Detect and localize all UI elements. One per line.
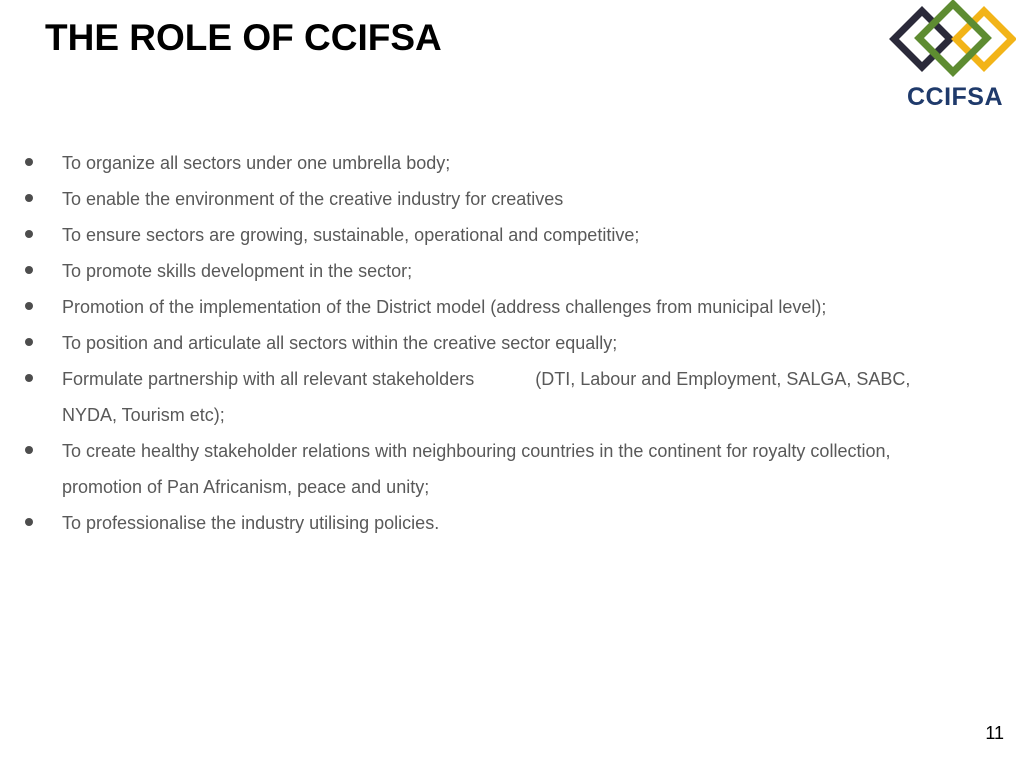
bullet-text: To organize all sectors under one umbrella body; (62, 153, 451, 173)
bullet-text-part-2: (DTI, Labour and Employment, SALGA, SABC, NYDA, Tourism etc); (62, 369, 911, 425)
bullet-text-part-1: Formulate partnership with all relevant stakeholders (62, 369, 475, 389)
logo-interlocking-diamonds-icon (888, 0, 1016, 82)
bullet-item (0, 181, 960, 217)
bullet-item (0, 433, 960, 505)
bullet-text: To professionalise the industry utilising policies. (62, 513, 440, 533)
bullet-item (0, 145, 960, 181)
bullet-text: Promotion of the implementation of the District model (address challenges from municipal level); (62, 297, 827, 317)
bullet-dot-icon (25, 302, 33, 310)
bullet-dot-icon (25, 518, 33, 526)
bullet-dot-icon (25, 194, 33, 202)
bullet-text: To enable the environment of the creative industry for creatives (62, 189, 564, 209)
bullet-item (0, 361, 960, 433)
slide-title: THE ROLE OF CCIFSA (45, 17, 442, 58)
bullet-dot-icon (25, 338, 33, 346)
bullet-dot-icon (25, 230, 33, 238)
logo-text: CCIFSA (906, 83, 1004, 111)
bullet-dot-icon (25, 446, 33, 454)
ccifsa-logo (888, 0, 1016, 112)
bullet-text: To ensure sectors are growing, sustainable, operational and competitive; (62, 225, 640, 245)
bullet-dot-icon (25, 266, 33, 274)
bullet-item (0, 505, 960, 541)
bullet-text: To promote skills development in the sector; (62, 261, 413, 281)
bullet-item (0, 253, 960, 289)
bullet-item (0, 289, 960, 325)
bullet-dot-icon (25, 374, 33, 382)
bullet-list (0, 145, 960, 541)
page-number: 11 (985, 723, 1004, 743)
bullet-dot-icon (25, 158, 33, 166)
bullet-text: To position and articulate all sectors within the creative sector equally; (62, 333, 618, 353)
bullet-text: To create healthy stakeholder relations with neighbouring countries in the continent for royalty collection, promotion of Pan Africanism, peace and unity; (62, 441, 891, 497)
bullet-item (0, 325, 960, 361)
bullet-item (0, 217, 960, 253)
